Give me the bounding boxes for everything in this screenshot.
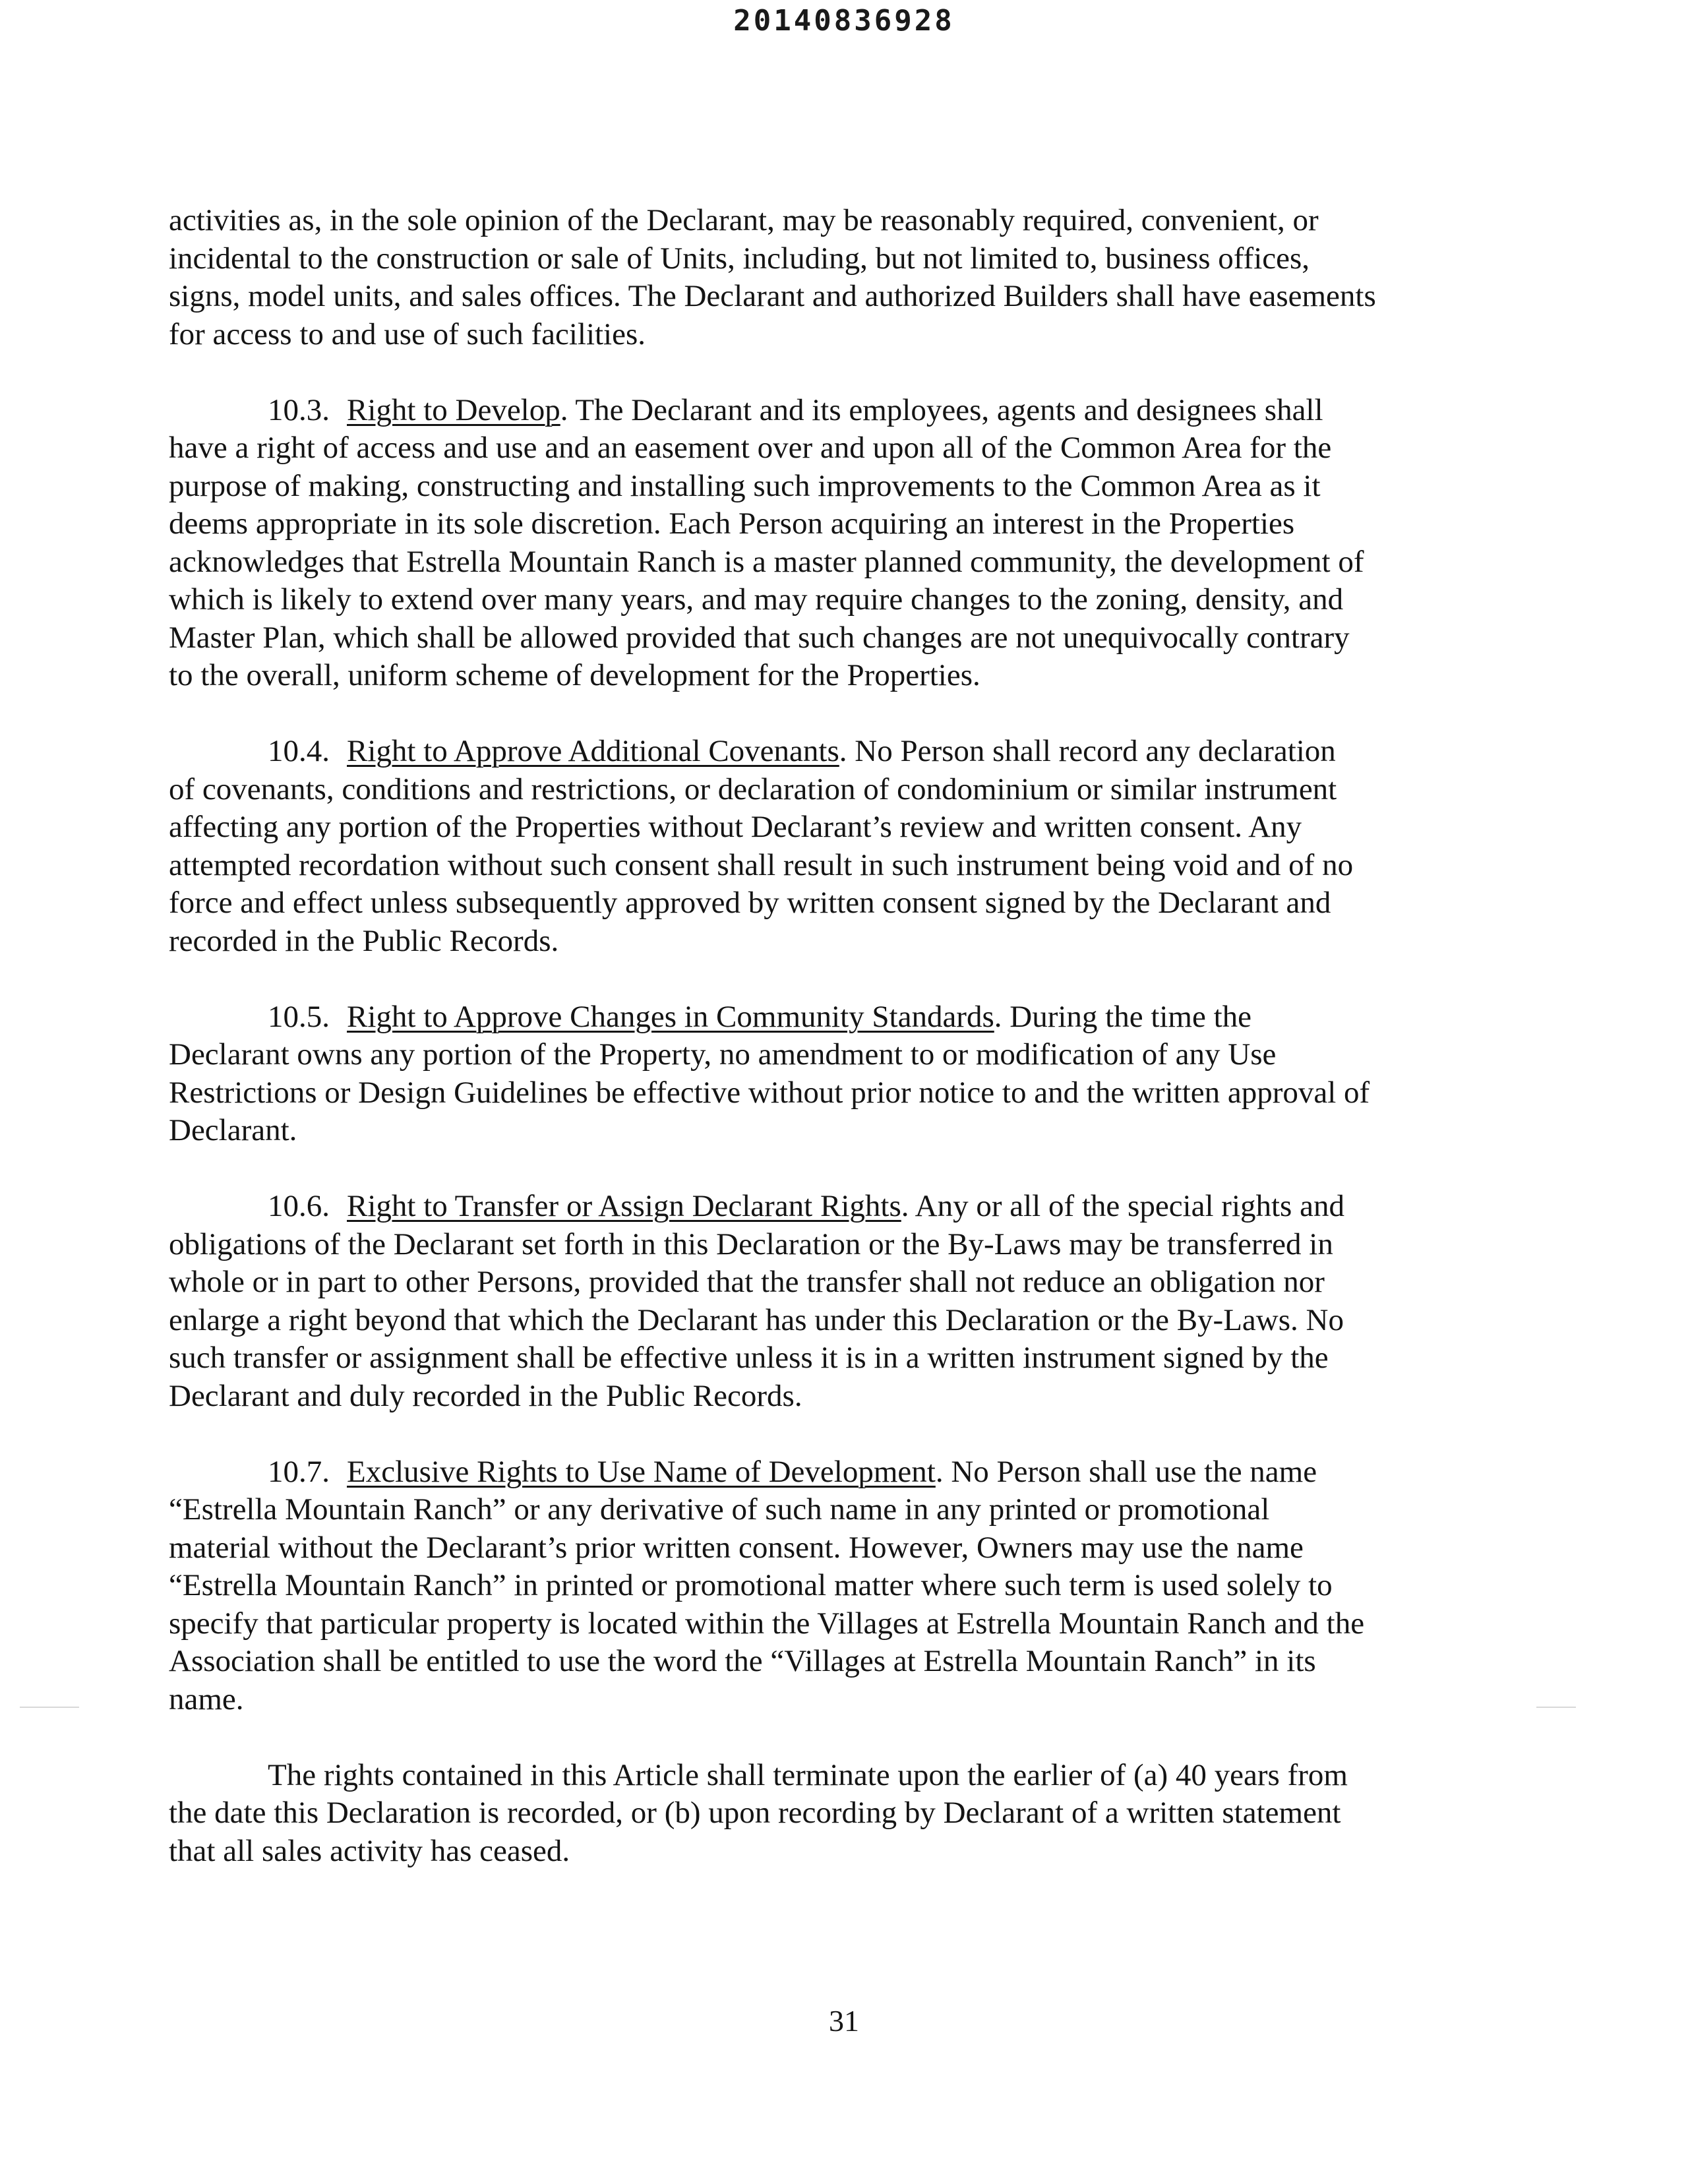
document-body bbox=[169, 202, 1501, 1908]
section-10-3 bbox=[169, 392, 1501, 695]
section-title: Right to Develop bbox=[347, 392, 560, 427]
intro-paragraph: activities as, in the sole opinion of the Declarant, may be reasonably required, convenient, or incidental to the construction or sale of Units, including, but not limited to, business offices, signs, model units, and sales offices. The Declarant and authorized Builders shall have easements for access to and use of such facilities. bbox=[169, 203, 1376, 351]
section-10-7 bbox=[169, 1453, 1501, 1719]
closing-paragraph: The rights contained in this Article shall terminate upon the earlier of (a) 40 years from the date this Declaration is recorded, or (b) upon recording by Declarant of a written statement that all sales activity has ceased. bbox=[169, 1757, 1348, 1868]
section-text: . During the time the Declarant owns any portion of the Property, no amendment to or modification of any Use Restrictions or Design Guidelines be effective without prior notice to and the written approval of Declarant. bbox=[169, 999, 1370, 1147]
section-title: Right to Transfer or Assign Declarant Rights bbox=[347, 1189, 901, 1223]
section-title: Right to Approve Changes in Community Standards bbox=[347, 999, 994, 1034]
document-number: 20140836928 bbox=[733, 4, 955, 38]
section-10-4 bbox=[169, 733, 1501, 960]
section-10-6 bbox=[169, 1188, 1501, 1415]
section-title: Exclusive Rights to Use Name of Development bbox=[347, 1454, 936, 1489]
section-text: . No Person shall use the name “Estrella Mountain Ranch” or any derivative of such name in any printed or promotional material without the Declarant’s prior written consent. However, Owners may use the name “Estrella Mountain Ranch” in printed or promotional matter where such term is used solely to specify that particular property is located within the Villages at Estrella Mountain Ranch and the Association shall be entitled to use the word the “Villages at Estrella Mountain Ranch” in its name. bbox=[169, 1454, 1365, 1716]
section-text: . The Declarant and its employees, agents and designees shall have a right of access and use and an easement over and upon all of the Common Area for the purpose of making, constructing and installing such improvements to the Common Area as it deems appropriate in its sole discretion. Each Person acquiring an interest in the Properties acknowledges that Estrella Mountain Ranch is a master planned community, the development of which is likely to extend over many years, and may require changes to the zoning, density, and Master Plan, which shall be allowed provided that such changes are not unequivocally contrary to the overall, uniform scheme of development for the Properties. bbox=[169, 392, 1364, 692]
page-number: 31 bbox=[829, 2004, 859, 2038]
section-number: 10.6. bbox=[268, 1189, 330, 1223]
scan-artifact bbox=[20, 1707, 79, 1708]
section-number: 10.7. bbox=[268, 1454, 330, 1489]
section-number: 10.4. bbox=[268, 734, 330, 768]
section-number: 10.3. bbox=[268, 392, 330, 427]
scan-artifact bbox=[1536, 1707, 1576, 1708]
section-title: Right to Approve Additional Covenants bbox=[347, 734, 839, 768]
section-text: . No Person shall record any declaration of covenants, conditions and restrictions, or declaration of condominium or similar instrument affecting any portion of the Properties without Declarant’s review and written consent. Any attempted recordation without such consent shall result in such instrument being void and of no force and effect unless subsequently approved by written consent signed by the Declarant and recorded in the Public Records. bbox=[169, 734, 1354, 958]
section-number: 10.5. bbox=[268, 999, 330, 1034]
section-text: . Any or all of the special rights and obligations of the Declarant set forth in this Declaration or the By-Laws may be transferred in whole or in part to other Persons, provided that the transfer shall not reduce an obligation nor enlarge a right beyond that which the Declarant has under this Declaration or the By-Laws. No such transfer or assignment shall be effective unless it is in a written instrument signed by the Declarant and duly recorded in the Public Records. bbox=[169, 1189, 1344, 1413]
section-10-5 bbox=[169, 998, 1501, 1150]
